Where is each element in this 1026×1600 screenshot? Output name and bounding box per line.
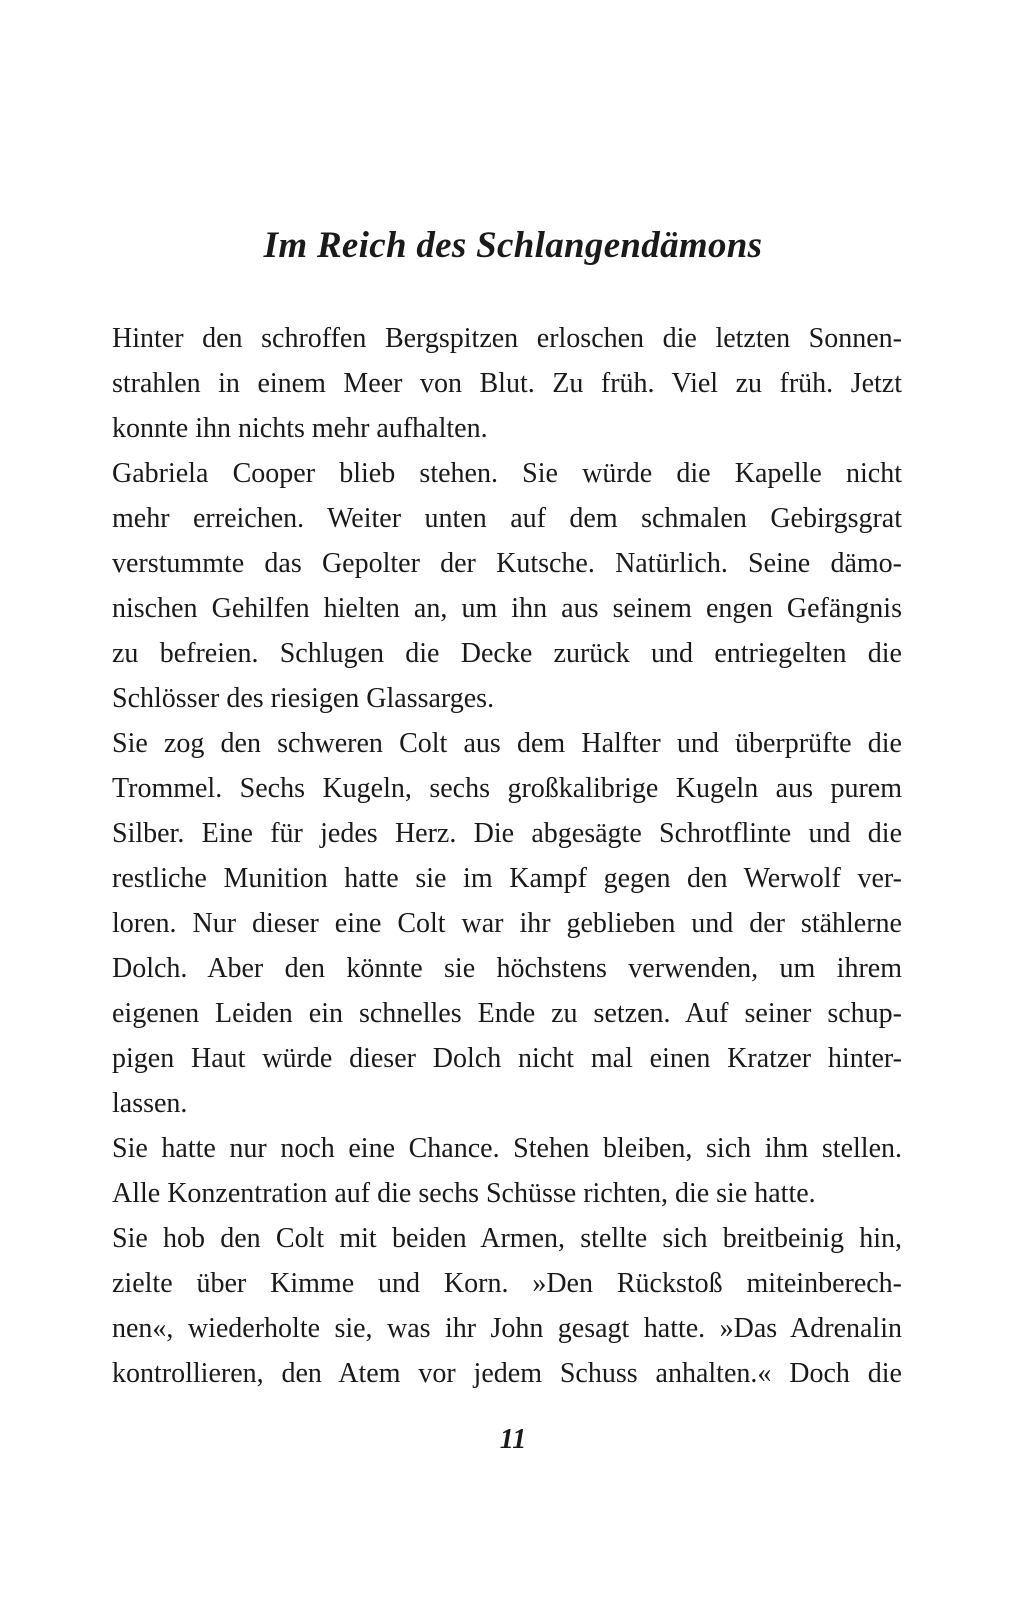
- body-text: [112, 316, 902, 1396]
- chapter-title: Im Reich des Schlangendämons: [263, 225, 763, 266]
- text-line: restliche Munition hatte sie im Kampf gegen den Werwolf ver-: [112, 863, 902, 894]
- text-line: Trommel. Sechs Kugeln, sechs großkalibrige Kugeln aus purem: [112, 773, 902, 804]
- text-line: zielte über Kimme und Korn. »Den Rückstoß miteinberech-: [112, 1268, 902, 1299]
- text-line: verstummte das Gepolter der Kutsche. Natürlich. Seine dämo-: [112, 548, 902, 579]
- text-line: pigen Haut würde dieser Dolch nicht mal einen Kratzer hinter-: [112, 1043, 902, 1074]
- text-line: mehr erreichen. Weiter unten auf dem schmalen Gebirgsgrat: [112, 503, 902, 534]
- text-line: konnte ihn nichts mehr aufhalten.: [112, 413, 488, 444]
- text-line: lassen.: [112, 1088, 188, 1119]
- text-line: Alle Konzentration auf die sechs Schüsse richten, die sie hatte.: [112, 1178, 816, 1209]
- text-line: Silber. Eine für jedes Herz. Die abgesägte Schrotflinte und die: [112, 818, 902, 849]
- text-line: Hinter den schroffen Bergspitzen erloschen die letzten Sonnen-: [112, 323, 902, 354]
- text-line: loren. Nur dieser eine Colt war ihr geblieben und der stählerne: [112, 908, 902, 939]
- text-line: kontrollieren, den Atem vor jedem Schuss anhalten.« Doch die: [112, 1358, 902, 1389]
- text-line: Sie zog den schweren Colt aus dem Halfter und überprüfte die: [112, 728, 902, 759]
- text-line: nischen Gehilfen hielten an, um ihn aus seinem engen Gefängnis: [112, 593, 902, 624]
- text-line: zu befreien. Schlugen die Decke zurück und entriegelten die: [112, 638, 902, 669]
- text-line: Dolch. Aber den könnte sie höchstens verwenden, um ihrem: [112, 953, 902, 984]
- text-line: Schlösser des riesigen Glassarges.: [112, 683, 495, 714]
- text-line: Gabriela Cooper blieb stehen. Sie würde die Kapelle nicht: [112, 458, 902, 489]
- text-line: Sie hatte nur noch eine Chance. Stehen bleiben, sich ihm stellen.: [112, 1133, 902, 1164]
- text-line: eigenen Leiden ein schnelles Ende zu setzen. Auf seiner schup-: [112, 998, 902, 1029]
- text-line: Sie hob den Colt mit beiden Armen, stellte sich breitbeinig hin,: [112, 1223, 902, 1254]
- page-number: 11: [499, 1424, 527, 1455]
- text-line: nen«, wiederholte sie, was ihr John gesagt hatte. »Das Adrenalin: [112, 1313, 902, 1344]
- text-line: strahlen in einem Meer von Blut. Zu früh. Viel zu früh. Jetzt: [112, 368, 902, 399]
